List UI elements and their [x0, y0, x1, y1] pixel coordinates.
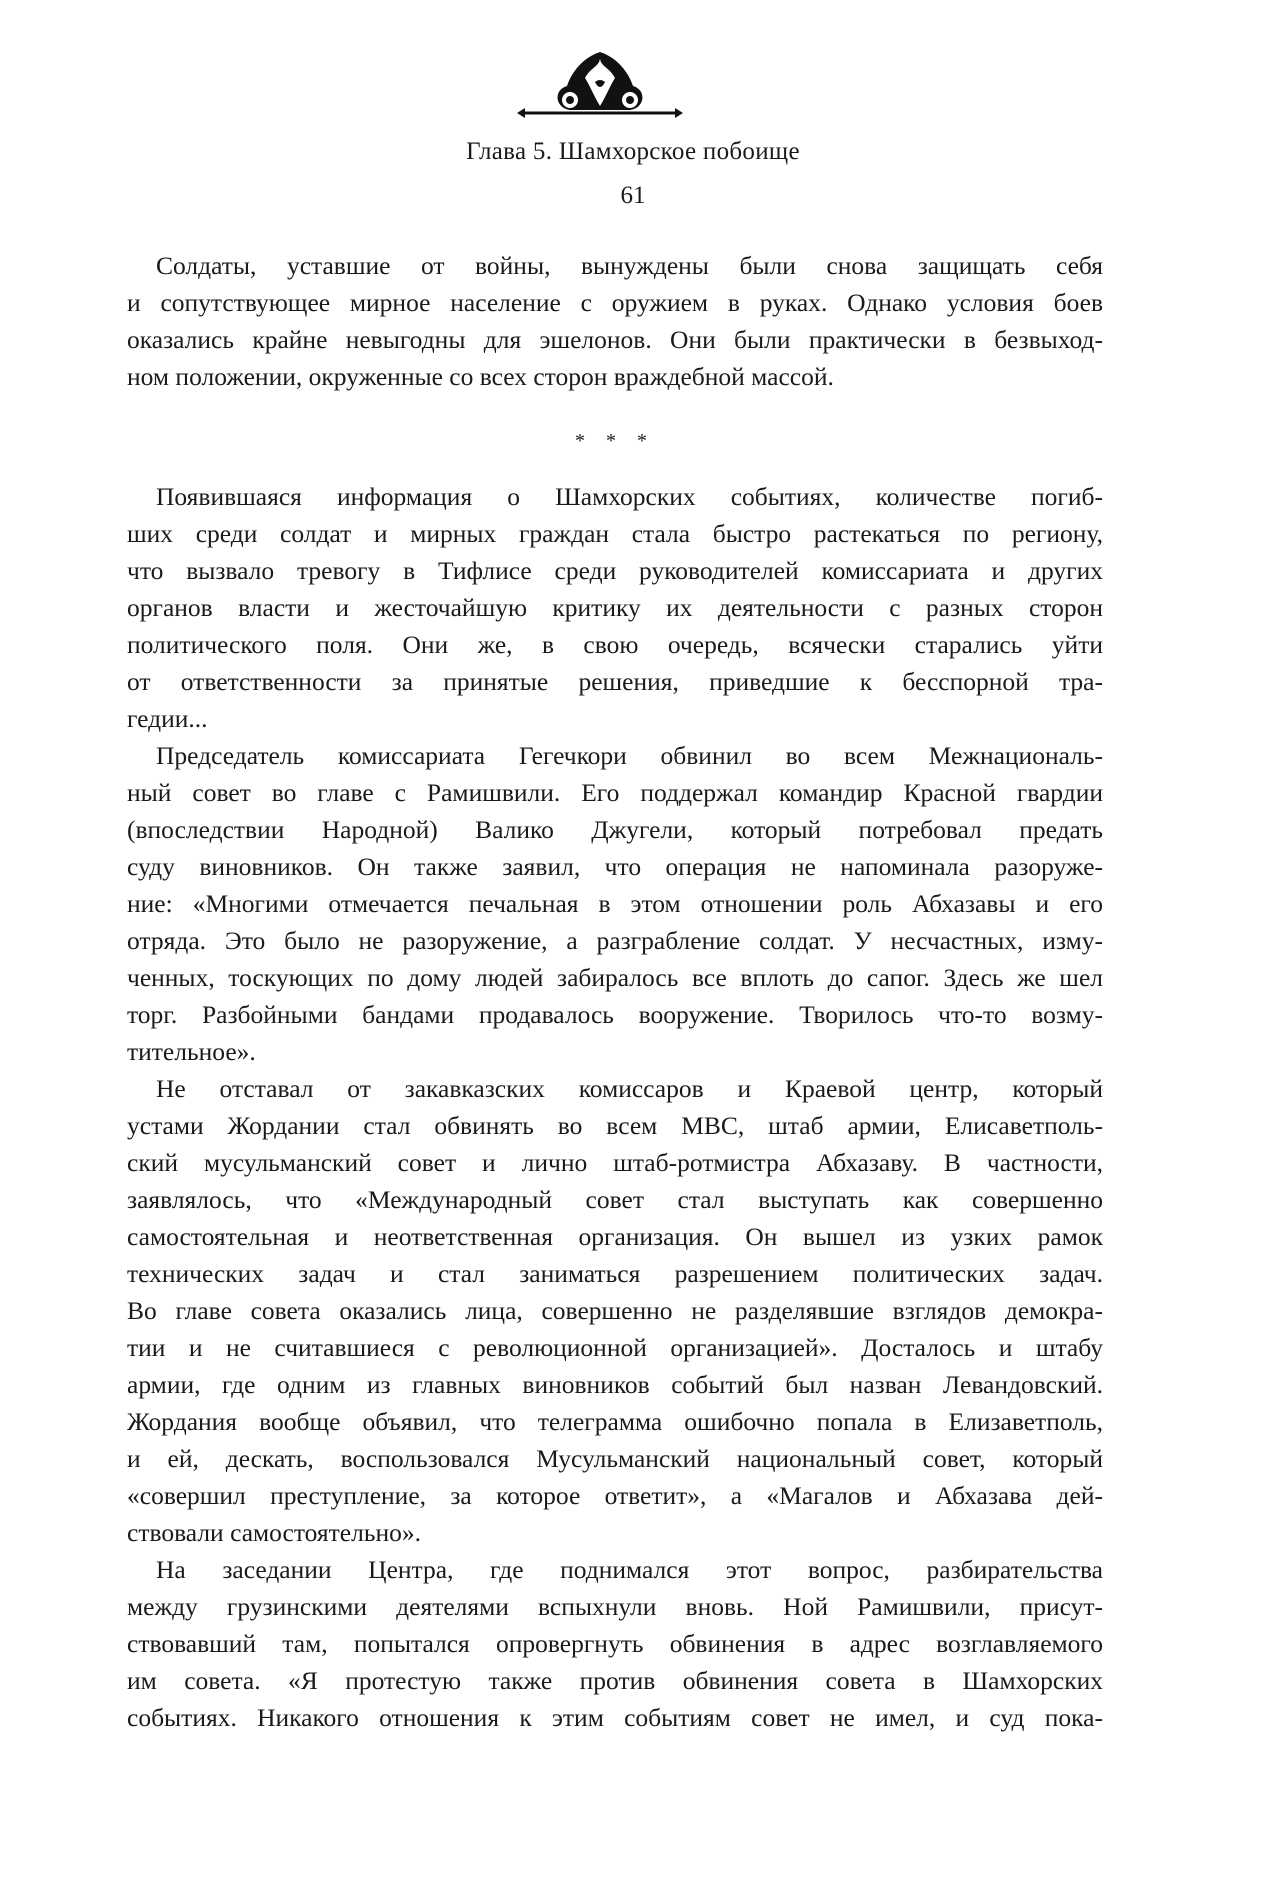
text-line: армии, где одним из главных виновников событий был назван Левандовский.: [127, 1370, 1103, 1399]
text-line: ших среди солдат и мирных граждан стала быстро растекаться по региону,: [127, 519, 1103, 548]
text-line: самостоятельная и неответственная организация. Он вышел из узких рамок: [127, 1222, 1103, 1251]
text-line: оказались крайне невыгодны для эшелонов. Они были практически в безвыход-: [127, 325, 1103, 354]
text-line: органов власти и жесточайшую критику их деятельности с разных сторон: [127, 593, 1103, 622]
text-line: Солдаты, уставшие от войны, вынуждены были снова защищать себя: [156, 251, 1103, 280]
text-line: (впоследствии Народной) Валико Джугели, который потребовал предать: [127, 815, 1103, 844]
text-line: Жордания вообще объявил, что телеграмма ошибочно попала в Елизаветполь,: [127, 1407, 1103, 1436]
text-line: ский мусульманский совет и лично штаб-ротмистра Абхазаву. В частности,: [127, 1148, 1103, 1177]
text-line: Появившаяся информация о Шамхорских событиях, количестве погиб-: [156, 482, 1103, 511]
text-line: и ей, дескать, воспользовался Мусульманский национальный совет, который: [127, 1444, 1103, 1473]
paragraph: [127, 478, 1103, 737]
text-line: что вызвало тревогу в Тифлисе среди руководителей комиссариата и других: [127, 556, 1103, 585]
page-body: [127, 247, 1103, 1736]
text-line: отряда. Это было не разоружение, а разграбление солдат. У несчастных, изму-: [127, 926, 1103, 955]
page-number: 61: [620, 182, 646, 209]
paragraph: [127, 247, 1103, 395]
text-line: ствовавший там, попытался опровергнуть обвинения в адрес возглавляемого: [127, 1629, 1103, 1658]
chapter-ornament-icon: [515, 48, 685, 128]
paragraph: [127, 737, 1103, 1070]
text-line: технических задач и стал заниматься разрешением политических задач.: [127, 1259, 1103, 1288]
text-line: тии и не считавшиеся с революционной организацией». Досталось и штабу: [127, 1333, 1103, 1362]
text-line: ном положении, окруженные со всех сторон враждебной массой.: [127, 362, 834, 391]
text-line: тительное».: [127, 1037, 256, 1066]
text-line: устами Жордании стал обвинять во всем МВС, штаб армии, Елисаветполь-: [127, 1111, 1103, 1140]
text-line: им совета. «Я протестую также против обвинения совета в Шамхорских: [127, 1666, 1103, 1695]
text-line: гедии...: [127, 704, 208, 733]
text-line: от ответственности за принятые решения, приведшие к бесспорной тра-: [127, 667, 1103, 696]
text-line: политического поля. Они же, в свою очередь, всячески старались уйти: [127, 630, 1103, 659]
text-line: «совершил преступление, за которое ответит», а «Магалов и Абхазава дей-: [127, 1481, 1103, 1510]
text-line: Председатель комиссариата Гегечкори обвинил во всем Межнациональ-: [156, 741, 1103, 770]
text-line: суду виновников. Он также заявил, что операция не напоминала разоруже-: [127, 852, 1103, 881]
paragraph: [127, 1070, 1103, 1551]
text-line: ченных, тоскующих по дому людей забиралось все вплоть до сапог. Здесь же шел: [127, 963, 1103, 992]
text-line: событиях. Никакого отношения к этим событиям совет не имел, и суд пока-: [127, 1703, 1103, 1732]
text-line: ный совет во главе с Рамишвили. Его поддержал командир Красной гвардии: [127, 778, 1103, 807]
text-line: Не отставал от закавказских комиссаров и Краевой центр, который: [156, 1074, 1103, 1103]
paragraph: [127, 1551, 1103, 1736]
text-line: заявлялось, что «Международный совет стал выступать как совершенно: [127, 1185, 1103, 1214]
text-line: между грузинскими деятелями вспыхнули вновь. Ной Рамишвили, присут-: [127, 1592, 1103, 1621]
text-line: и сопутствующее мирное население с оружием в руках. Однако условия боев: [127, 288, 1103, 317]
running-head: Глава 5. Шамхорское побоище: [466, 138, 800, 165]
text-line: торг. Разбойными бандами продавалось вооружение. Творилось что-то возму-: [127, 1000, 1103, 1029]
text-line: ние: «Многими отмечается печальная в этом отношении роль Абхазавы и его: [127, 889, 1103, 918]
text-line: На заседании Центра, где поднимался этот вопрос, разбирательства: [156, 1555, 1103, 1584]
text-line: Во главе совета оказались лица, совершенно не разделявшие взглядов демокра-: [127, 1296, 1103, 1325]
text-line: ствовали самостоятельно».: [127, 1518, 421, 1547]
section-separator: * * *: [575, 430, 655, 452]
